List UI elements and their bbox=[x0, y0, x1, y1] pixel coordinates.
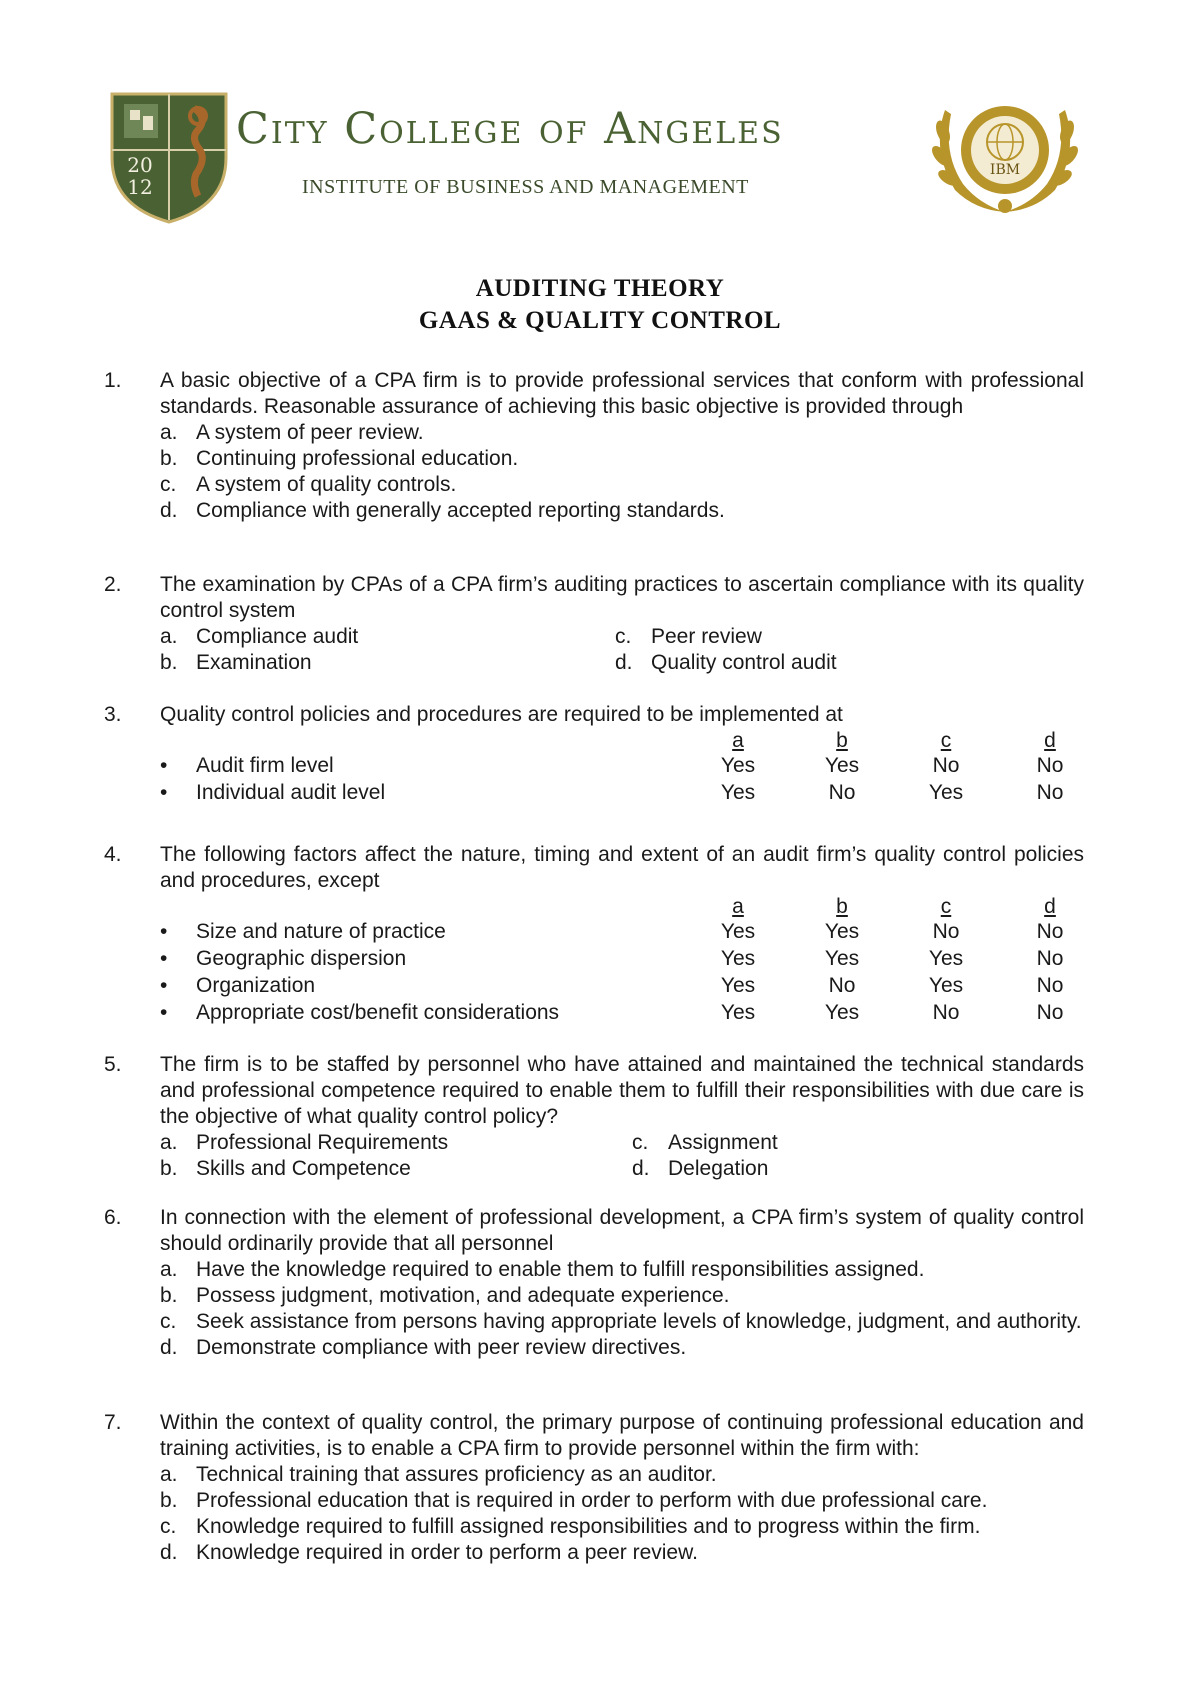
option-text: Professional Requirements bbox=[196, 1131, 449, 1154]
question-number: 6. bbox=[104, 1206, 122, 1229]
cell-d: No bbox=[1036, 974, 1064, 997]
option-text: Compliance with generally accepted reporting standards. bbox=[196, 499, 725, 522]
option-letter: b. bbox=[160, 1284, 178, 1307]
matrix-row bbox=[104, 973, 1084, 1000]
document-title: AUDITING THEORY bbox=[475, 275, 725, 302]
option-letter: c. bbox=[615, 625, 632, 648]
matrix-row bbox=[104, 1000, 1084, 1027]
question-text: A basic objective of a CPA firm is to provide professional services that conform with professional standards. Reasonable assurance of achieving this basic objective is provided through bbox=[160, 369, 1084, 418]
question-number: 2. bbox=[104, 573, 122, 596]
question-5 bbox=[104, 1052, 1084, 1182]
option-text: Knowledge required to fulfill assigned responsibilities and to progress within the firm. bbox=[196, 1515, 981, 1538]
question-3 bbox=[104, 702, 1084, 807]
option-text: Skills and Competence bbox=[196, 1157, 411, 1180]
option-text: Knowledge required in order to perform a peer review. bbox=[196, 1541, 698, 1564]
option-letter: d. bbox=[160, 1336, 178, 1359]
answer-header-row bbox=[104, 728, 1084, 753]
option-c bbox=[615, 624, 1070, 650]
bullet-icon: • bbox=[160, 974, 168, 997]
question-number: 5. bbox=[104, 1053, 122, 1076]
cell-b: Yes bbox=[824, 920, 860, 943]
bullet-icon: • bbox=[160, 947, 168, 970]
option-text: Seek assistance from persons having appropriate levels of knowledge, judgment, and authority. bbox=[196, 1310, 1082, 1333]
option-letter: b. bbox=[160, 447, 178, 470]
cell-a: Yes bbox=[720, 920, 756, 943]
cell-a: Yes bbox=[720, 1001, 756, 1024]
option-a bbox=[160, 1257, 1084, 1283]
cell-c: No bbox=[932, 920, 960, 943]
cell-a: Yes bbox=[720, 781, 756, 804]
question-7 bbox=[104, 1410, 1084, 1566]
option-text: Delegation bbox=[668, 1157, 769, 1180]
option-letter: b. bbox=[160, 651, 178, 674]
header-a: a bbox=[732, 895, 744, 918]
option-letter: a. bbox=[160, 1463, 178, 1486]
option-d bbox=[615, 650, 1070, 676]
question-text: The examination by CPAs of a CPA firm’s auditing practices to ascertain compliance with its quality control system bbox=[160, 573, 1084, 622]
row-label: Audit firm level bbox=[196, 754, 334, 777]
option-text: Technical training that assures proficiency as an auditor. bbox=[196, 1463, 717, 1486]
option-a bbox=[160, 624, 615, 650]
question-text: Quality control policies and procedures are required to be implemented at bbox=[160, 703, 843, 726]
cell-a: Yes bbox=[720, 974, 756, 997]
question-text: Within the context of quality control, the primary purpose of continuing professional education and training activities, is to enable a CPA firm to provide personnel within the firm with: bbox=[160, 1411, 1084, 1460]
matrix-row bbox=[104, 919, 1084, 946]
option-d bbox=[160, 498, 1084, 524]
matrix-row bbox=[104, 946, 1084, 973]
option-b bbox=[160, 1488, 1084, 1514]
option-text: Quality control audit bbox=[651, 651, 837, 674]
option-b bbox=[160, 1156, 612, 1182]
cell-d: No bbox=[1036, 781, 1064, 804]
row-label: Geographic dispersion bbox=[196, 947, 407, 970]
option-text: Have the knowledge required to enable them to fulfill responsibilities assigned. bbox=[196, 1258, 925, 1281]
question-number: 1. bbox=[104, 369, 122, 392]
header-c: c bbox=[940, 729, 952, 752]
option-letter: a. bbox=[160, 1258, 178, 1281]
option-text: A system of peer review. bbox=[196, 421, 424, 444]
college-shield-logo bbox=[108, 88, 230, 224]
cell-d: No bbox=[1036, 1001, 1064, 1024]
option-letter: a. bbox=[160, 625, 178, 648]
question-text: The following factors affect the nature, timing and extent of an audit firm’s quality control policies and procedures, except bbox=[160, 843, 1084, 892]
option-letter: d. bbox=[160, 1541, 178, 1564]
cell-a: Yes bbox=[720, 754, 756, 777]
answer-header-row bbox=[104, 894, 1084, 919]
question-text: In connection with the element of professional development, a CPA firm’s system of quality control should ordinarily provide that all personnel bbox=[160, 1206, 1084, 1255]
option-letter: c. bbox=[160, 1515, 177, 1538]
option-text: Peer review bbox=[651, 625, 762, 648]
option-d bbox=[160, 1335, 1084, 1361]
option-text: Demonstrate compliance with peer review directives. bbox=[196, 1336, 687, 1359]
option-a bbox=[160, 1130, 612, 1156]
bullet-icon: • bbox=[160, 920, 168, 943]
option-letter: b. bbox=[160, 1157, 178, 1180]
option-b bbox=[160, 1283, 1084, 1309]
cell-c: Yes bbox=[928, 781, 964, 804]
question-number: 3. bbox=[104, 703, 122, 726]
cell-c: No bbox=[932, 754, 960, 777]
cell-c: Yes bbox=[928, 947, 964, 970]
header-b: b bbox=[836, 729, 848, 752]
option-letter: d. bbox=[632, 1157, 650, 1180]
option-text: Compliance audit bbox=[196, 625, 359, 648]
shield-year-top: 20 bbox=[127, 153, 153, 177]
option-text: Continuing professional education. bbox=[196, 447, 519, 470]
option-text: A system of quality controls. bbox=[196, 473, 457, 496]
question-4 bbox=[104, 842, 1084, 1027]
option-c bbox=[160, 1514, 1084, 1540]
ibm-logo-text: IBM bbox=[989, 162, 1021, 178]
question-6 bbox=[104, 1205, 1084, 1361]
college-name: City College of Angeles bbox=[236, 104, 784, 154]
matrix-row bbox=[104, 780, 1084, 807]
cell-d: No bbox=[1036, 920, 1064, 943]
matrix-row bbox=[104, 753, 1084, 780]
row-label: Size and nature of practice bbox=[196, 920, 446, 943]
row-label: Organization bbox=[196, 974, 316, 997]
shield-year-bottom: 12 bbox=[127, 175, 153, 199]
header-a: a bbox=[732, 729, 744, 752]
option-text: Examination bbox=[196, 651, 312, 674]
option-letter: c. bbox=[160, 473, 177, 496]
bullet-icon: • bbox=[160, 1001, 168, 1024]
row-label: Individual audit level bbox=[196, 781, 386, 804]
option-text: Professional education that is required in order to perform with due professional care. bbox=[196, 1489, 988, 1512]
option-d bbox=[632, 1156, 1084, 1182]
bullet-icon: • bbox=[160, 754, 168, 777]
cell-d: No bbox=[1036, 754, 1064, 777]
option-text: Assignment bbox=[668, 1131, 778, 1154]
option-a bbox=[160, 420, 1084, 446]
cell-c: No bbox=[932, 1001, 960, 1024]
header-c: c bbox=[940, 895, 952, 918]
option-c bbox=[160, 1309, 1084, 1335]
option-letter: b. bbox=[160, 1489, 178, 1512]
cell-b: Yes bbox=[824, 754, 860, 777]
option-letter: d. bbox=[160, 499, 178, 522]
option-text: Possess judgment, motivation, and adequate experience. bbox=[196, 1284, 730, 1307]
header-d: d bbox=[1044, 895, 1056, 918]
cell-b: Yes bbox=[824, 947, 860, 970]
option-b bbox=[160, 446, 1084, 472]
institute-name: INSTITUTE OF BUSINESS AND MANAGEMENT bbox=[302, 176, 749, 198]
option-c bbox=[632, 1130, 1084, 1156]
row-label: Appropriate cost/benefit considerations bbox=[196, 1001, 560, 1024]
cell-a: Yes bbox=[720, 947, 756, 970]
header-d: d bbox=[1044, 729, 1056, 752]
cell-b: Yes bbox=[824, 1001, 860, 1024]
option-letter: a. bbox=[160, 1131, 178, 1154]
option-d bbox=[160, 1540, 1084, 1566]
option-letter: a. bbox=[160, 421, 178, 444]
option-letter: d. bbox=[615, 651, 633, 674]
cell-b: No bbox=[828, 781, 856, 804]
question-text: The firm is to be staffed by personnel who have attained and maintained the technical standards and professional competence required to enable them to fulfill their responsibilities with due care is the objective of what quality control policy? bbox=[160, 1053, 1084, 1128]
ibm-laurel-logo bbox=[925, 80, 1085, 220]
option-letter: c. bbox=[160, 1310, 177, 1333]
cell-d: No bbox=[1036, 947, 1064, 970]
question-1 bbox=[104, 368, 1084, 524]
document-subtitle: GAAS & QUALITY CONTROL bbox=[418, 307, 782, 334]
option-a bbox=[160, 1462, 1084, 1488]
option-c bbox=[160, 472, 1084, 498]
header-b: b bbox=[836, 895, 848, 918]
question-number: 4. bbox=[104, 843, 122, 866]
option-letter: c. bbox=[632, 1131, 649, 1154]
cell-b: No bbox=[828, 974, 856, 997]
cell-c: Yes bbox=[928, 974, 964, 997]
question-number: 7. bbox=[104, 1411, 122, 1434]
bullet-icon: • bbox=[160, 781, 168, 804]
question-2 bbox=[104, 572, 1084, 676]
option-b bbox=[160, 650, 615, 676]
